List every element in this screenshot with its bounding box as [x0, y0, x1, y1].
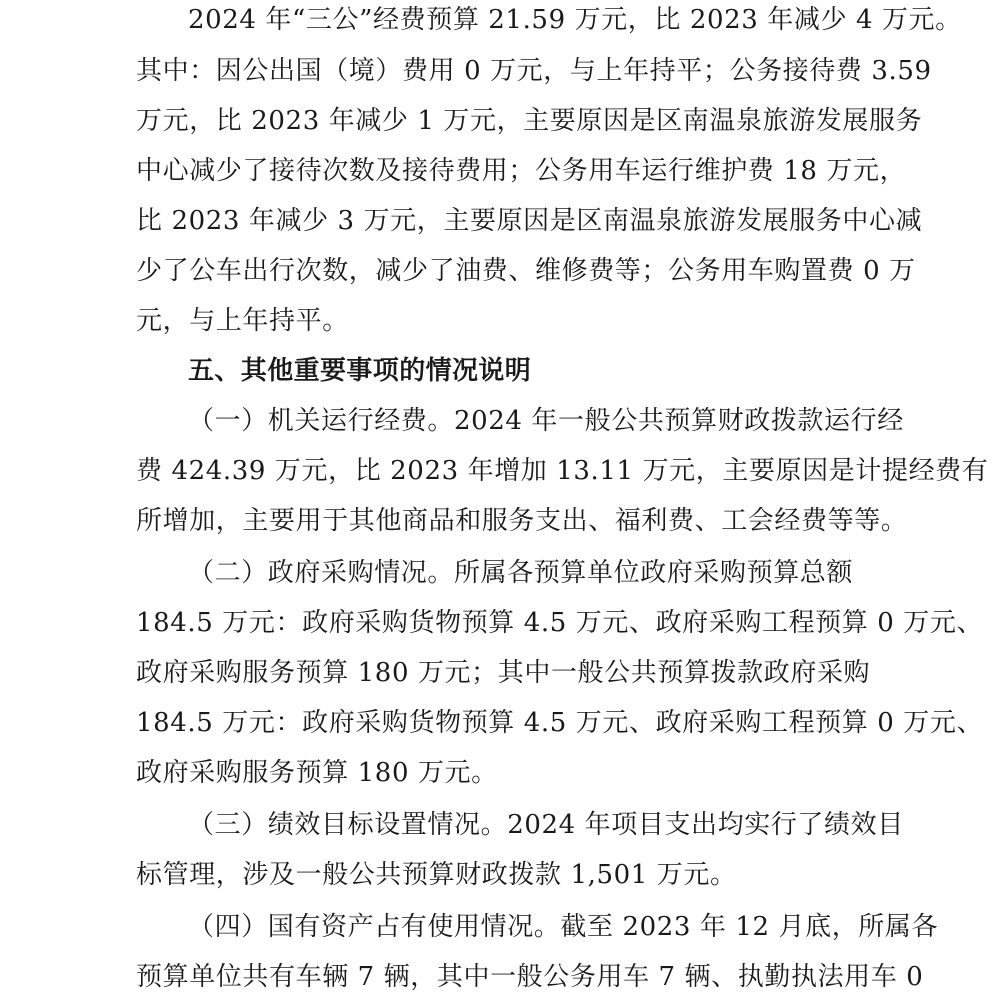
paragraph-line: 所增加，主要用于其他商品和服务支出、福利费、工会经费等等。 — [136, 506, 908, 536]
paragraph-line: （二）政府采购情况。所属各预算单位政府采购预算总额 — [188, 558, 854, 588]
paragraph-line: 预算单位共有车辆 7 辆，其中一般公务用车 7 辆、执勤执法用车 0 — [136, 962, 924, 992]
paragraph-line: 2024 年“三公”经费预算 21.59 万元，比 2023 年减少 4 万元。 — [188, 5, 962, 35]
paragraph-line: 标管理，涉及一般公共预算财政拨款 1,501 万元。 — [136, 860, 737, 890]
paragraph-line: 少了公车出行次数，减少了油费、维修费等；公务用车购置费 0 万 — [136, 256, 916, 286]
paragraph-line: 万元，比 2023 年减少 1 万元，主要原因是区南温泉旅游发展服务 — [136, 106, 923, 136]
paragraph-line: （一）机关运行经费。2024 年一般公共预算财政拨款运行经 — [188, 406, 904, 436]
section-heading: 五、其他重要事项的情况说明 — [188, 356, 532, 386]
paragraph-line: 政府采购服务预算 180 万元。 — [136, 758, 498, 788]
paragraph-line: 政府采购服务预算 180 万元；其中一般公共预算拨款政府采购 — [136, 658, 871, 688]
paragraph-line: 184.5 万元：政府采购货物预算 4.5 万元、政府采购工程预算 0 万元、 — [136, 708, 984, 738]
paragraph-line: 费 424.39 万元，比 2023 年增加 13.11 万元，主要原因是计提经费有 — [136, 456, 989, 486]
paragraph-line: （四）国有资产占有使用情况。截至 2023 年 12 月底，所属各 — [188, 912, 939, 942]
paragraph-line: 比 2023 年减少 3 万元，主要原因是区南温泉旅游发展服务中心减 — [136, 206, 923, 236]
paragraph-line: （三）绩效目标设置情况。2024 年项目支出均实行了绩效目 — [188, 810, 904, 840]
paragraph-line: 元，与上年持平。 — [136, 306, 349, 336]
paragraph-line: 其中：因公出国（境）费用 0 万元，与上年持平；公务接待费 3.59 — [136, 56, 932, 86]
paragraph-line: 中心减少了接待次数及接待费用；公务用车运行维护费 18 万元， — [136, 156, 907, 186]
paragraph-line: 184.5 万元：政府采购货物预算 4.5 万元、政府采购工程预算 0 万元、 — [136, 608, 984, 638]
